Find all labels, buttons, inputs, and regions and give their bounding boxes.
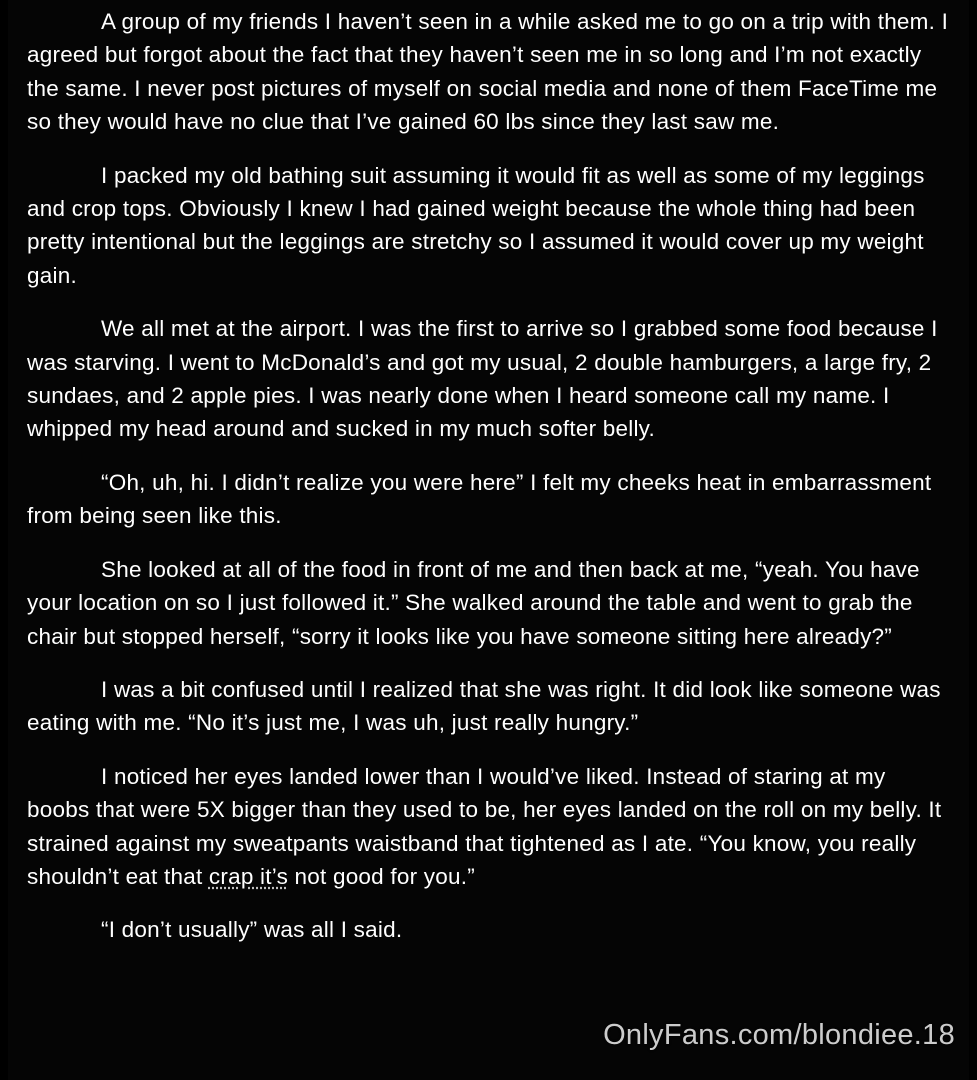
paragraph-2: I packed my old bathing suit assuming it would fit as well as some of my leggings and crop tops. Obviously I knew I had gained weight because the whole thing had been pretty intentional but the leggings are stretchy so I assumed it would cover up my weight gain. bbox=[27, 162, 925, 288]
paragraph-8: “I don’t usually” was all I said. bbox=[101, 917, 403, 943]
right-edge-band bbox=[969, 0, 977, 1080]
spellcheck-underlined-text: crap it’s bbox=[208, 863, 289, 889]
paragraph-7-tail: not good for you.” bbox=[288, 863, 475, 889]
paragraph-7-lead: I noticed her eyes landed lower than I would’ve liked. Instead of staring at my boobs that were 5X bigger than they used to be, her eyes landed on the roll on my belly. It strained against my sweatpants waistband that tightened as I ate. “You know, you really shouldn’t eat that bbox=[27, 763, 942, 889]
paragraph-7 bbox=[27, 760, 953, 894]
paragraph-3: We all met at the airport. I was the first to arrive so I grabbed some food because I was starving. I went to McDonald’s and got my usual, 2 double hamburgers, a large fry, 2 sundaes, and 2 apple pies. I was nearly done when I heard someone call my name. I whipped my head around and sucked in my much softer belly. bbox=[27, 316, 938, 442]
story-text-body bbox=[27, 0, 953, 947]
paragraph-4: “Oh, uh, hi. I didn’t realize you were here” I felt my cheeks heat in embarrassment from being seen like this. bbox=[27, 469, 932, 529]
watermark-label: OnlyFans.com/blondiee.18 bbox=[603, 1019, 955, 1051]
paragraph-1: A group of my friends I haven’t seen in a while asked me to go on a trip with them. I agreed but forgot about the fact that they haven’t seen me in so long and I’m not exactly the same. I never post pictures of myself on social media and none of them FaceTime me so they would have no clue that I’ve gained 60 lbs since they last saw me. bbox=[27, 9, 949, 135]
paragraph-5: She looked at all of the food in front of me and then back at me, “yeah. You have your location on so I just followed it.” She walked around the table and went to grab the chair but stopped herself, “sorry it looks like you have someone sitting here already?” bbox=[27, 556, 920, 649]
left-edge-band bbox=[0, 0, 8, 1080]
paragraph-6: I was a bit confused until I realized that she was right. It did look like someone was eating with me. “No it’s just me, I was uh, just really hungry.” bbox=[27, 676, 941, 736]
